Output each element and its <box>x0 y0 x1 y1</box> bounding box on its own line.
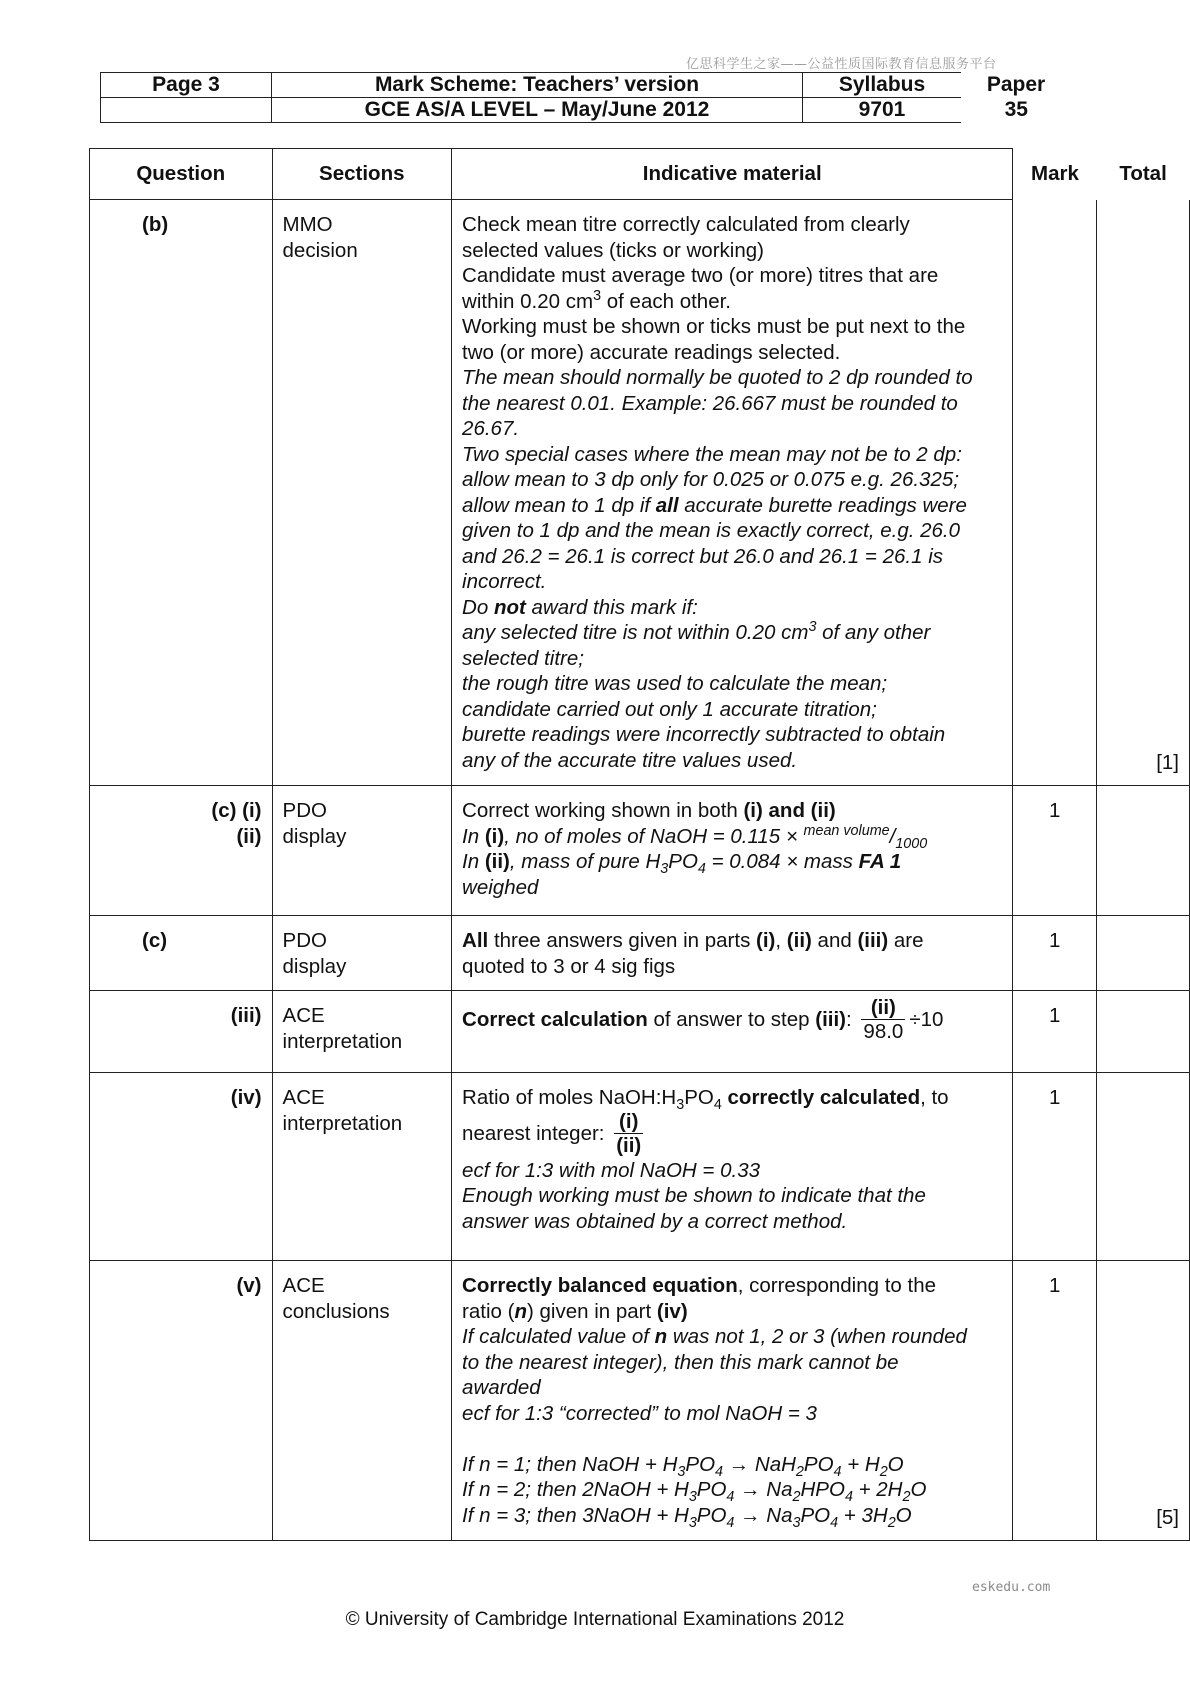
total-cell <box>1097 1073 1190 1261</box>
total-cell: [5] <box>1097 1261 1190 1541</box>
section-cell: PDO display <box>272 786 452 916</box>
table-row <box>90 200 1190 786</box>
indicative-cell: Correct calculation of answer to step (iii): $\frac{(ii)}{98.0}$ ÷10 <box>452 991 1013 1073</box>
question-cell: (c) (i) (ii) <box>90 786 273 916</box>
indicative-cell: Check mean titre correctly calculated from clearly selected values (ticks or working) Candidate must average two (or more) titres that are within 0.20 $cm^3$ of each other. Working must be shown or ticks must be put next to the two (or more) accurate readings selected. The mean should normally be quoted to 2 dp rounded to the nearest 0.01. Example: 26.667 must be rounded to 26.67. Two special cases where the mean may not be to 2 dp: allow mean to 3 dp only for 0.025 or 0.075 e.g. 26.325; allow mean to 1 dp if all accurate burette readings were given to 1 dp and the mean is exactly correct, e.g. 26.0 and 26.2 = 26.1 is correct but 26.0 and 26.1 = 26.1 is incorrect. Do not award this mark if: any selected titre is not within 0.20 $cm^3$ of any other selected titre; the rough titre was used to calculate the mean; candidate carried out only 1 accurate titration; burette readings were incorrectly subtracted to obtain any of the accurate titre values used. <box>452 200 1013 786</box>
section-cell: ACE conclusions <box>272 1261 452 1541</box>
mark-cell: 1 <box>1013 916 1097 991</box>
document-title: Mark Scheme: Teachers’ version <box>272 73 803 98</box>
question-cell: (c) <box>90 916 273 991</box>
col-indicative: Indicative material <box>452 149 1013 200</box>
table-row <box>90 916 1190 991</box>
watermark-top: 亿思科学生之家——公益性质国际教育信息服务平台 <box>686 57 997 72</box>
mark-cell: 1 <box>1013 1261 1097 1541</box>
indicative-cell: Correctly balanced equation, corresponding to the ratio (n) given in part (iv) If calculated value of n was not 1, 2 or 3 (when rounded to the nearest integer), then this mark cannot be awarded ecf for 1:3 “corrected” to mol NaOH = 3 If n = 1; then NaOH + $H_3PO_4 \to NaH_2PO_4 + H_2O$ If n = 2; then 2NaOH + $H_3PO_4 \to Na_2HPO_4 + 2H_2O$ If n = 3; then 3NaOH + $H_3PO_4 \to Na_3PO_4 + 3H_2O$ <box>452 1261 1013 1541</box>
header-empty-cell <box>101 98 272 123</box>
table-header-row <box>90 149 1190 200</box>
syllabus-code: 9701 <box>803 98 962 123</box>
table-row <box>90 991 1190 1073</box>
watermark-bottom: eskedu.com <box>972 1580 1051 1595</box>
mark-scheme-table <box>89 148 1190 1541</box>
exam-session: GCE AS/A LEVEL – May/June 2012 <box>272 98 803 123</box>
section-cell: ACE interpretation <box>272 991 452 1073</box>
equation-n2: If n = 2; then 2NaOH + $H_3PO_4 \to Na_2HPO_4 + 2H_2O$ <box>462 1478 927 1506</box>
mark-cell: 1 <box>1013 1073 1097 1261</box>
col-question: Question <box>90 149 273 200</box>
syllabus-label: Syllabus <box>803 73 962 98</box>
header-table <box>100 72 1072 123</box>
question-cell: (iii) <box>90 991 273 1073</box>
page-number: Page 3 <box>101 73 272 98</box>
indicative-cell: Ratio of moles $NaOH:H_3PO_4$ correctly calculated, to nearest integer: $\frac{(i)}{(ii)}$ ecf for 1:3 with mol NaOH = 0.33 Enough working must be shown to indicate that the answer was obtained by a correct method. <box>452 1073 1013 1261</box>
total-cell <box>1097 916 1190 991</box>
fraction: $\frac{(i)}{(ii)}$ <box>616 1109 642 1157</box>
fraction: $\frac{(ii)}{98.0}$ <box>863 996 904 1043</box>
col-total: Total <box>1119 162 1167 186</box>
indicative-cell: Correct working shown in both (i) and (ii) In (i), no of moles of NaOH = $0.115 \times ^{mean volume}/_{1000}$ In (ii), mass of pure $H_3PO_4 = 0.084$ × mass FA 1 weighed <box>452 786 1013 916</box>
mark-cell: 1 <box>1013 991 1097 1073</box>
paper-label: Paper <box>986 73 1046 96</box>
paper-number: 35 <box>1004 98 1028 121</box>
question-cell: (v) <box>90 1261 273 1541</box>
total-cell: [1] <box>1097 200 1190 786</box>
section-cell: MMO decision <box>272 200 452 786</box>
equation-n3: If n = 3; then 3NaOH + $H_3PO_4 \to Na_3PO_4 + 3H_2O$ <box>462 1503 912 1531</box>
copyright-footer: © University of Cambridge International Examinations 2012 <box>345 1609 845 1630</box>
table-row <box>90 1073 1190 1261</box>
question-cell: (iv) <box>90 1073 273 1261</box>
equation-n1: If n = 1; then NaOH + $H_3PO_4 \to NaH_2PO_4 + H_2O$ <box>462 1452 904 1480</box>
indicative-cell: All three answers given in parts (i), (ii) and (iii) are quoted to 3 or 4 sig figs <box>452 916 1013 991</box>
col-mark: Mark <box>1031 162 1079 186</box>
total-cell <box>1097 786 1190 916</box>
total-cell <box>1097 991 1190 1073</box>
mark-cell: 1 <box>1013 786 1097 916</box>
question-cell: (b) <box>90 200 273 786</box>
section-cell: PDO display <box>272 916 452 991</box>
table-row <box>90 1261 1190 1541</box>
table-row <box>90 786 1190 916</box>
mark-cell <box>1013 200 1097 786</box>
section-cell: ACE interpretation <box>272 1073 452 1261</box>
col-sections: Sections <box>272 149 452 200</box>
